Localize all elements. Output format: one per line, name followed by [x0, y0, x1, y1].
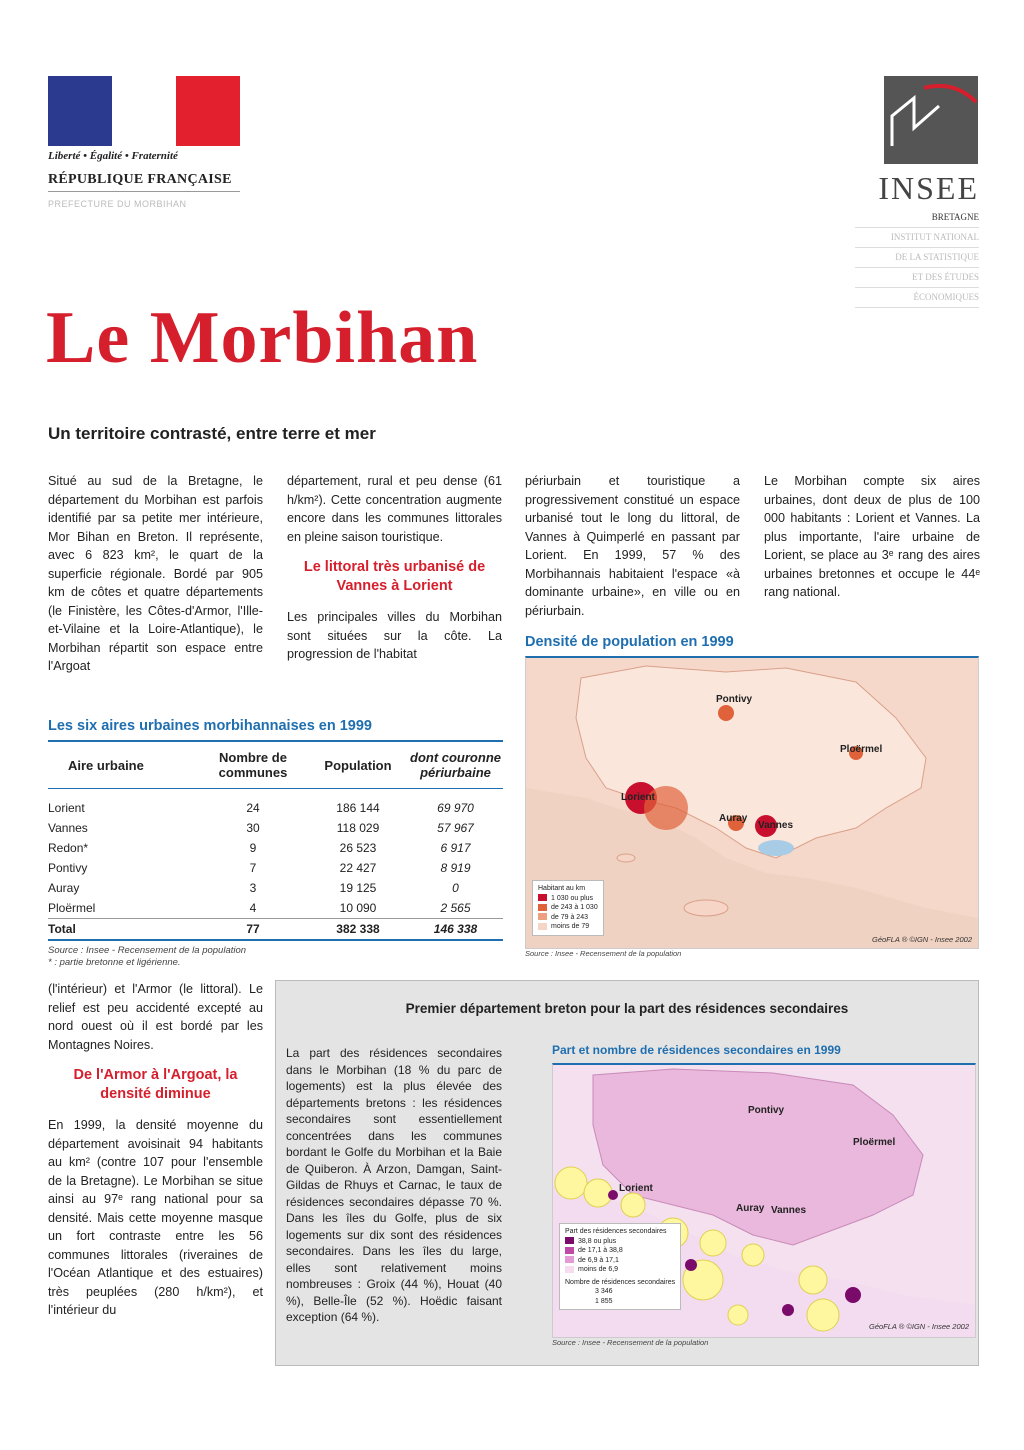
map1-source: Source : Insee - Recensement de la population: [525, 949, 682, 958]
insee-logo-icon: [884, 76, 978, 164]
map-label: Auray: [719, 813, 748, 824]
paragraph: département, rural et peu dense (61 h/km²). Cette concentration augmente encore dans les communes littorales en pleine saison touristique.: [287, 474, 502, 544]
paragraph: En 1999, la densité moyenne du département avoisinait 94 habitants au km² (contre 107 pour l'ensemble de la Bretagne). Le Morbihan se situe ainsi au 97ᵉ rang national pour sa densité. Mais cette moyenne masque un fort contraste entre les 56 communes littorales (riveraines de l'Océan Atlantique et des estuaires) très peuplées (280 h/km²), et l'intérieur du: [48, 1118, 263, 1317]
map-label: Vannes: [758, 820, 794, 831]
table-total-row: Total 77 382 338 146 338: [48, 919, 503, 941]
column-3: [525, 472, 740, 620]
paragraph: Situé au sud de la Bretagne, le département du Morbihan est parfois identifié par sa petite mer intérieure, Mor Bihan en Breton. Il représente, avec 6 823 km², le quart de la superficie régionale. Bordé par 905 km de côtes et quatre départements (le Finistère, les Côtes-d'Armor, l'Ille-et-Vilaine et la Loire-Atlantique), le Morbihan répartit son espace entre l'Argoat: [48, 474, 263, 673]
map-label: Ploërmel: [853, 1137, 896, 1148]
paragraph: Les principales villes du Morbihan sont situées sur la côte. La progression de l'habitat: [287, 610, 502, 661]
table-row: Redon* 9 26 523 6 917: [48, 840, 471, 855]
map-label: Ploërmel: [840, 744, 883, 755]
secondary-residences-box: [275, 980, 979, 1366]
table-source: Source : Insee - Recensement de la population: [48, 945, 247, 956]
table-header: Aire urbaine: [48, 741, 198, 789]
table-row: Pontivy 7 22 427 8 919: [48, 860, 471, 875]
column-1b: [48, 980, 263, 1320]
map-label: Lorient: [621, 792, 655, 803]
section-heading: De l'Armor à l'Argoat, la densité diminue: [73, 1067, 238, 1102]
table-row: Lorient 24 186 144 69 970: [48, 800, 474, 815]
paragraph: (l'intérieur) et l'Armor (le littoral). Le relief est peu accidenté excepté au nord ouest où il est bordé par les Montagnes Noires.: [48, 982, 263, 1052]
insee-name: INSEE: [878, 170, 979, 206]
urban-areas-table: [48, 740, 503, 969]
paragraph: périurbain et touristique a progressivement constitué un espace urbanisé tout le long du littoral, de Vannes à Quimperlé en passant par Lorient. En 1999, 57 % des Morbihannais habitaient l'espace «à dominante urbaine», en ville ou en périurbain.: [525, 474, 740, 618]
table-header: dont couronne périurbaine: [408, 741, 503, 789]
table-row: Vannes 30 118 029 57 967: [48, 820, 474, 835]
map1-credit: GéoFLA ® ©IGN - Insee 2002: [872, 935, 972, 944]
republique-label: RÉPUBLIQUE FRANÇAISE: [48, 172, 240, 192]
column-4: [764, 472, 980, 602]
table-title: Les six aires urbaines morbihannaises en 1999: [48, 718, 372, 734]
republique-flag-logo: [48, 76, 240, 146]
map-label: Auray: [736, 1203, 765, 1214]
table-row: Auray 3 19 125 0: [48, 880, 459, 895]
map2-legend: Part des résidences secondaires 38,8 ou plus de 17,1 à 38,8 de 6,9 à 17,1 moins de 6,9 Nombre de résidences secondaires 3 346 1 855: [559, 1223, 681, 1310]
table-header: Nombre de communes: [198, 741, 308, 789]
map1-legend: Habitant au km 1 030 ou plus de 243 à 1 030 de 79 à 243 moins de 79: [532, 880, 604, 936]
map2-credit: GéoFLA ® ©IGN - Insee 2002: [869, 1322, 969, 1331]
map2-title: Part et nombre de résidences secondaires en 1999: [552, 1043, 841, 1057]
page-title: Le Morbihan: [46, 297, 479, 379]
table-note: * : partie bretonne et ligérienne.: [48, 957, 181, 968]
column-2: [287, 472, 502, 664]
map-label: Pontivy: [748, 1105, 785, 1116]
box-text: La part des résidences secondaires dans le Morbihan (18 % du parc de logements) est la plus élevée des départements bretons : les résidences secondaires sont essentiellement concentrées dans les communes bordant le Golfe du Morbihan et la Baie de Quiberon. À Arzon, Damgan, Saint-Gildas de Rhuys et Carnac, le taux de résidences secondaires dépasse 70 %. Dans les îles du Golfe, plus de six logements sur dix sont des résidences secondaires. Dans les îles du large, elles sont relativement moins nombreuses : Groix (44 %), Houat (40 %), Belle-Île (52 %). Hoëdic faisant exception (64 %).: [286, 1046, 502, 1324]
table-row: Ploërmel 4 10 090 2 565: [48, 900, 471, 915]
page-subtitle: Un territoire contrasté, entre terre et mer: [48, 424, 376, 443]
map2-source: Source : Insee - Recensement de la population: [552, 1338, 709, 1347]
republique-motto: Liberté • Égalité • Fraternité: [48, 150, 178, 162]
secondary-residences-map: [552, 1063, 976, 1338]
map-label: Pontivy: [716, 694, 753, 705]
map-label: Vannes: [771, 1205, 807, 1216]
map1-title: Densité de population en 1999: [525, 634, 734, 650]
density-map: [525, 656, 979, 949]
prefecture-label: PREFECTURE DU MORBIHAN: [48, 199, 187, 209]
section-heading: Le littoral très urbanisé de Vannes à Lorient: [303, 559, 486, 594]
box-title: Premier département breton pour la part des résidences secondaires: [405, 1001, 849, 1016]
column-1: [48, 472, 263, 676]
insee-subtitle: BRETAGNE INSTITUT NATIONAL DE LA STATISTIQUE ET DES ÉTUDES ÉCONOMIQUES: [855, 208, 979, 308]
table-header: Population: [308, 741, 408, 789]
map-label: Lorient: [619, 1183, 653, 1194]
paragraph: Le Morbihan compte six aires urbaines, dont deux de plus de 100 000 habitants : Lorient et Vannes. La plus importante, l'aire urbaine de Lorient, se place au 3ᵉ rang des aires urbaines bretonnes et occupe le 44ᵉ rang national.: [764, 474, 980, 599]
